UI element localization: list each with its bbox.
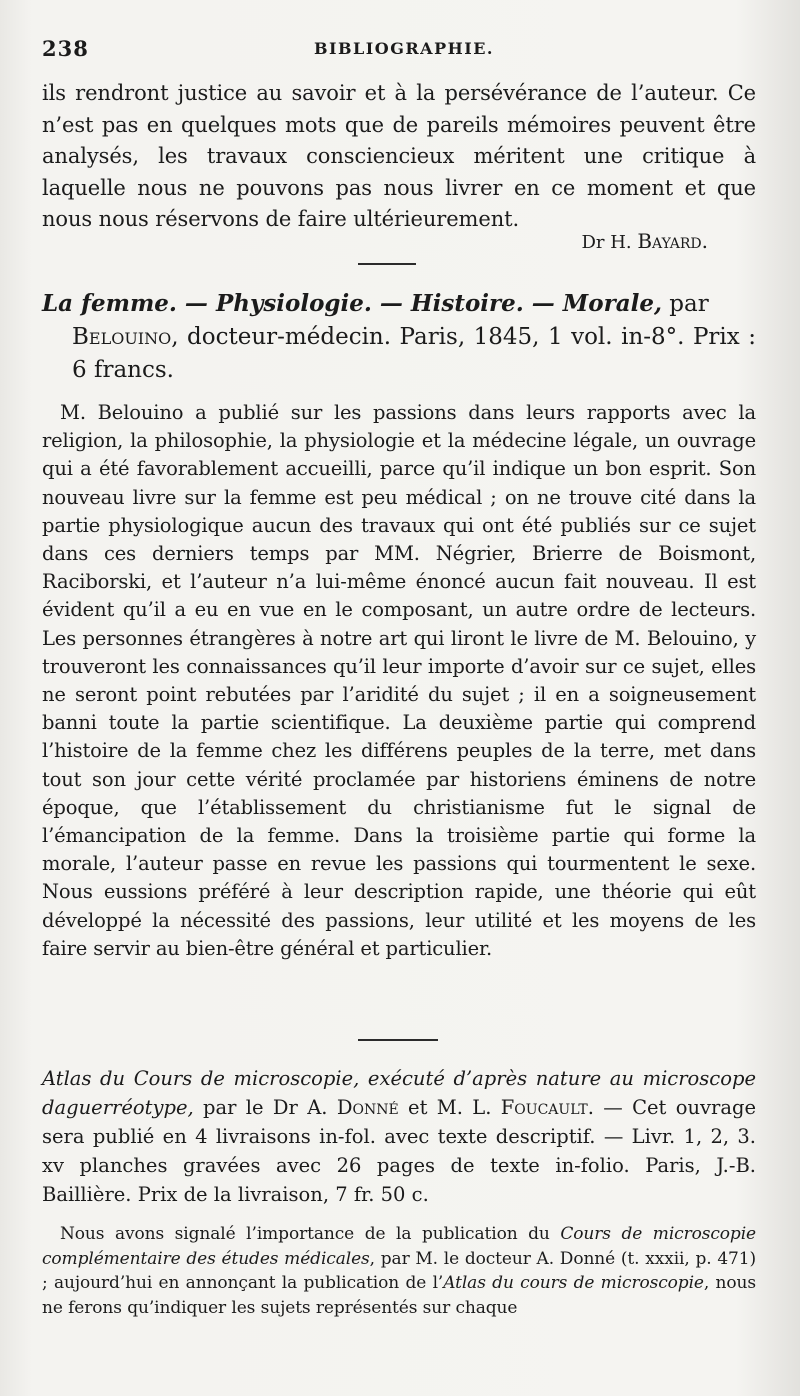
paragraph-text: M. Belouino a publié sur les passions dans leurs rapports avec la religion, la philosophie, la physiologie et la médecine légale, un ouvrage qui a été favorablement accueilli, parce qu’il indique un bon esprit. Son nouveau livre sur la femme est peu médical ; on ne trouve cité dans la partie physiologique aucun des travaux qui ont été publiés sur ce sujet dans ces derniers temps par MM. Négrier, Brierre de Boismont, Raciborski, et l’auteur n’a lui-même énoncé aucun fait nouveau. Il est évident qu’il a eu en vue en le composant, un autre ordre de lecteurs. Les personnes étrangères à notre art qui liront le livre de M. Belouino, y trouveront les connaissances qu’il leur importe d’avoir sur ce sujet, elles ne seront point rebutées par l’aridité du sujet ; il en a soigneusement banni toute la partie scientifique. La deuxième partie qui comprend l’histoire de la femme chez les différens peuples de la terre, met dans tout son jour cette vérité proclamée par historiens éminens de notre époque, que l’établissement du christianisme fut le signal de l’émancipation de la femme. Dans la troisième partie qui forme la morale, l’auteur passe en revue les passions qui tourmentent le sexe. Nous eussions préféré à leur description rapide, une théorie qui eût développé la nécessité des passions, leur utilité et les moyens de les faire servir au bien-être général et particulier.: [42, 401, 756, 960]
signature-prefix: Dr H.: [581, 232, 632, 253]
signature: [42, 229, 708, 253]
page-header: [42, 36, 756, 66]
entry-title: La femme. — Physiologie. — Histoire. — Morale,: [42, 290, 662, 317]
entry-author: Donné: [336, 1096, 399, 1119]
section-divider: [358, 263, 416, 265]
entry-and: et M. L.: [398, 1096, 501, 1119]
cited-title: Cours de microscopie complémentaire des études médicales: [42, 1224, 756, 1269]
entry-author: Belouino: [72, 324, 172, 350]
signature-name: Bayard.: [637, 229, 708, 253]
bibliography-entry: [42, 287, 756, 387]
paragraph-text: , nous ne ferons qu’indiquer les sujets représentés sur chaque: [42, 1273, 756, 1318]
entry-details: . — Cet ouvrage sera publié en 4 livraisons in-fol. avec texte descriptif. — Livr. 1, 2, 3. xv planches gravées avec 26 pages de texte in-folio. Paris, J.-B. Baillière. Prix de la livraison, 7 fr. 50 c.: [42, 1096, 756, 1206]
paragraph-text: ils rendront justice au savoir et à la persévérance de l’auteur. Ce n’est pas en quelques mots que de pareils mémoires peuvent être analysés, les travaux consciencieux méritent une critique à laquelle nous ne pouvons pas nous livrer en ce moment et que nous nous réservons de faire ultérieurement.: [42, 81, 756, 231]
running-title: BIBLIOGRAPHIE.: [314, 39, 494, 58]
paragraph-text: Nous avons signalé l’importance de la publication du: [60, 1224, 561, 1244]
entry-by: par: [662, 291, 709, 317]
bibliography-entry: [42, 1064, 756, 1209]
paragraph-text: , par M. le docteur A. Donné (t. xxxii, p. 471) ; aujourd’hui en annonçant la publication de l’: [42, 1248, 756, 1293]
review-paragraph-small: [42, 1222, 756, 1320]
entry-title: Atlas du Cours de microscopie, exécuté d’après nature au microscope daguerréotype,: [42, 1067, 756, 1119]
cited-title: Atlas du cours de microscopie: [443, 1273, 704, 1293]
entry-by: par le Dr A.: [193, 1096, 337, 1119]
review-paragraph: [42, 399, 756, 963]
section-divider: [358, 1039, 438, 1041]
review-conclusion: [42, 78, 756, 236]
page-number: 238: [42, 36, 89, 61]
entry-details: , docteur-médecin. Paris, 1845, 1 vol. in-8°. Prix : 6 francs.: [72, 324, 756, 383]
entry-author: Foucault: [500, 1096, 588, 1119]
